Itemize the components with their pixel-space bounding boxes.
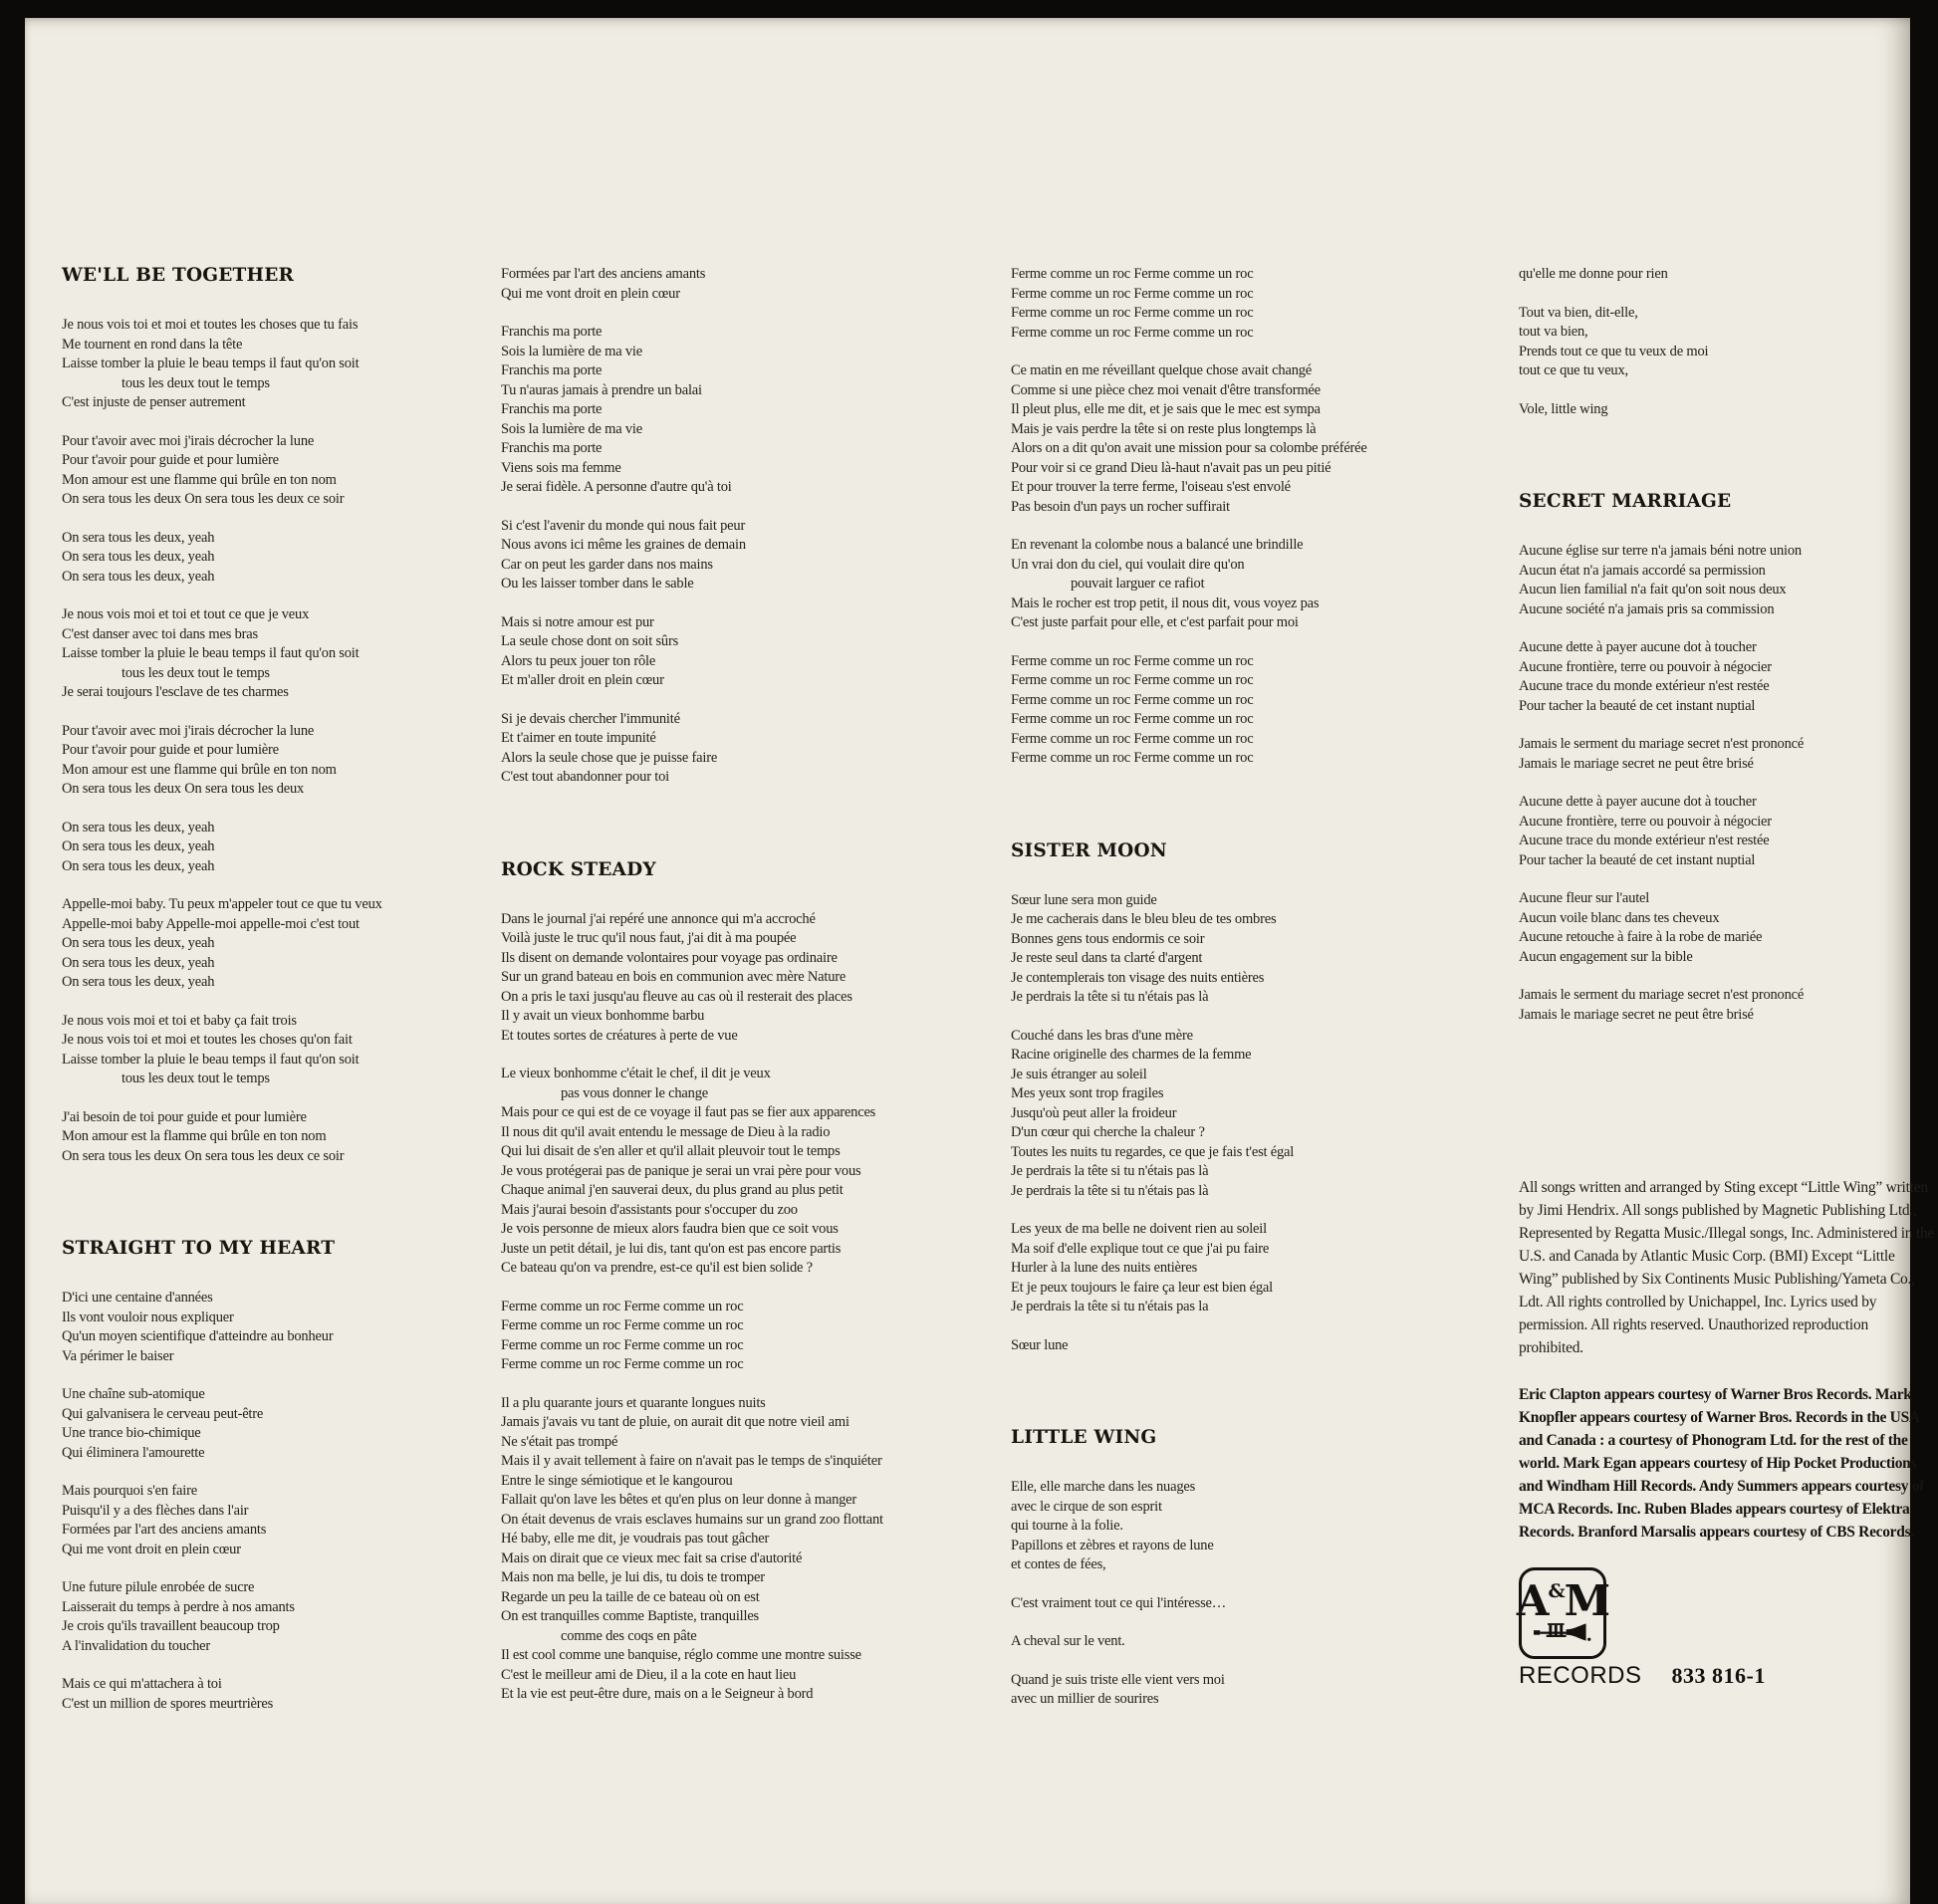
- stanza: [62, 1578, 500, 1656]
- stanza: [1519, 400, 1935, 420]
- lyric-line: Ferme comme un roc Ferme comme un roc: [501, 1317, 744, 1333]
- lyric-line: Je serai toujours l'esclave de tes charmes: [62, 684, 289, 700]
- lyric-line: J'ai besoin de toi pour guide et pour lumière: [62, 1108, 307, 1125]
- lyric-line: Mais pour ce qui est de ce voyage il faut pas se fier aux apparences: [501, 1104, 876, 1120]
- lyric-line: On sera tous les deux, yeah: [62, 529, 215, 546]
- lyric-line: Ferme comme un roc Ferme comme un roc: [1011, 730, 1254, 747]
- lyric-line: Juste un petit détail, je lui dis, tant qu'on est pas encore partis: [501, 1240, 842, 1257]
- lyric-line: qui tourne à la folie.: [1011, 1518, 1123, 1534]
- lyric-line: Sur un grand bateau en bois en communion avec mère Nature: [501, 969, 847, 985]
- stanza: [62, 1385, 500, 1463]
- lyric-line: On sera tous les deux, yeah: [62, 974, 215, 990]
- stanza: [62, 605, 500, 703]
- lyric-line: Si c'est l'avenir du monde qui nous fait peur: [501, 517, 746, 534]
- lyric-line: Qui galvanisera le cerveau peut-être: [62, 1405, 264, 1422]
- lyric-line: Mais non ma belle, je lui dis, tu dois te tromper: [501, 1569, 765, 1585]
- stanza: [1519, 638, 1935, 716]
- lyric-line: Pour t'avoir pour guide et pour lumière: [62, 742, 279, 758]
- lyric-line: tous les deux tout le temps: [121, 664, 270, 681]
- lyric-line: Une chaîne sub-atomique: [62, 1386, 205, 1402]
- lyric-line: Un vrai don du ciel, qui voulait dire qu'on: [1011, 556, 1245, 573]
- lyric-line: Les yeux de ma belle ne doivent rien au soleil: [1011, 1221, 1267, 1237]
- lyric-line: C'est juste parfait pour elle, et c'est parfait pour moi: [1011, 614, 1299, 630]
- lyric-line: Mais on dirait que ce vieux mec fait sa crise d'autorité: [501, 1549, 803, 1566]
- stanza: [1011, 1478, 1514, 1575]
- catalog-number: 833 816-1: [1671, 1663, 1766, 1688]
- stanza: [1519, 265, 1935, 285]
- stanza: [62, 1675, 500, 1714]
- lyric-line: Racine originelle des charmes de la femme: [1011, 1047, 1252, 1063]
- stanza: [1011, 1671, 1514, 1710]
- lyric-line: Je nous vois toi et moi et toutes les choses qu'on fait: [62, 1032, 353, 1048]
- lyric-line: On sera tous les deux, yeah: [62, 954, 215, 971]
- lyric-line: Viens sois ma femme: [501, 459, 621, 476]
- lyric-line: Couché dans les bras d'une mère: [1011, 1027, 1193, 1044]
- stanza: [62, 1289, 500, 1366]
- stanza: [501, 265, 1011, 304]
- lyric-line: Je perdrais la tête si tu n'étais pas là: [1011, 1163, 1209, 1179]
- publishing-credits: All songs written and arranged by Sting except “Little Wing” written by Jimi Hendrix. All songs published by Magnetic Publishing Ltd., Represented by Regatta Music./Illegal songs, Inc. Administered in the U.S. and Canada by Atlantic Music Corp. (BMI) Except “Little Wing” published by Six Continents Music Publishing/Yameta Co., Ldt. All rights controlled by Unichappel, Inc. Lyrics used by permission. All rights reserved. Unauthorized reproduction prohibited.: [1519, 1179, 1935, 1356]
- lyric-line: Franchis ma porte: [501, 362, 603, 378]
- lyric-line: Nous avons ici même les graines de demain: [501, 537, 746, 553]
- lyric-line: C'est un million de spores meurtrières: [62, 1695, 274, 1712]
- lyric-line: Alors on a dit qu'on avait une mission pour sa colombe préférée: [1011, 440, 1367, 456]
- lyric-line: Va périmer le baiser: [62, 1347, 174, 1364]
- lyric-line: Je perdrais la tête si tu n'étais pas là: [1011, 989, 1209, 1005]
- lyric-line: Je nous vois moi et toi et baby ça fait trois: [62, 1012, 297, 1029]
- lyric-line: Jamais le serment du mariage secret n'est prononcé: [1519, 987, 1805, 1003]
- lyric-line: tous les deux tout le temps: [121, 1071, 270, 1086]
- lyric-line: Je nous vois moi et toi et tout ce que je veux: [62, 606, 310, 622]
- stanza: [1011, 361, 1514, 517]
- stanza: [1011, 1027, 1514, 1202]
- ampersand: &: [1548, 1580, 1564, 1602]
- lyric-line: Ferme comme un roc Ferme comme un roc: [501, 1336, 744, 1353]
- stanza: [1519, 542, 1935, 619]
- stanza: [1011, 536, 1514, 633]
- lyric-line: Mon amour est la flamme qui brûle en ton nom: [62, 1128, 327, 1144]
- lyric-line: Je crois qu'ils travaillent beaucoup trop: [62, 1618, 280, 1634]
- lyric-line: Pour voir si ce grand Dieu là-haut n'avait pas un peu pitié: [1011, 459, 1332, 476]
- lyric-line: Aucune trace du monde extérieur n'est restée: [1519, 833, 1770, 848]
- lyric-line: Mes yeux sont trop fragiles: [1011, 1085, 1164, 1101]
- records-wordmark: RECORDS: [1519, 1662, 1642, 1689]
- lyric-line: Ferme comme un roc Ferme comme un roc: [1011, 324, 1254, 341]
- lyric-line: Ferme comme un roc Ferme comme un roc: [1011, 672, 1254, 688]
- lyric-line: Aucun lien familial n'a fait qu'on soit nous deux: [1519, 582, 1787, 597]
- lyric-line: Aucun état n'a jamais accordé sa permission: [1519, 562, 1766, 579]
- lyric-line: Une trance bio-chimique: [62, 1425, 201, 1441]
- stanza: [1519, 793, 1935, 870]
- lyrics-column-3: [1011, 265, 1514, 1729]
- lyric-line: Pour t'avoir avec moi j'irais décrocher la lune: [62, 432, 315, 449]
- stanza: [501, 613, 1011, 691]
- lyric-line: qu'elle me donne pour rien: [1519, 266, 1668, 282]
- lyrics-column-2: [501, 265, 1011, 1724]
- lyric-line: Pour t'avoir avec moi j'irais décrocher la lune: [62, 722, 315, 739]
- lyric-line: Fallait qu'on lave les bêtes et qu'en plus on leur donne à manger: [501, 1492, 857, 1508]
- lyric-line: Sois la lumière de ma vie: [501, 343, 642, 359]
- lyric-line: Aucune fleur sur l'autel: [1519, 890, 1650, 906]
- stanza: [62, 1108, 500, 1167]
- stanza: [1519, 735, 1935, 774]
- lyric-line: C'est vraiment tout ce qui l'intéresse…: [1011, 1594, 1227, 1611]
- lyric-line: D'un cœur qui cherche la chaleur ?: [1011, 1124, 1205, 1140]
- lyric-line: Ferme comme un roc Ferme comme un roc: [1011, 285, 1254, 302]
- lyric-line: Je vois personne de mieux alors faudra bien que ce soit vous: [501, 1221, 839, 1237]
- lyric-line: Quand je suis triste elle vient vers moi: [1011, 1671, 1225, 1688]
- lyric-line: On sera tous les deux, yeah: [62, 838, 215, 854]
- lyric-line: Chaque animal j'en sauverai deux, du plus grand au plus petit: [501, 1182, 844, 1198]
- lyric-line: Je contemplerais ton visage des nuits entières: [1011, 969, 1265, 986]
- lyric-line: Elle, elle marche dans les nuages: [1011, 1479, 1196, 1495]
- lyric-line: Je me cacherais dans le bleu bleu de tes ombres: [1011, 911, 1277, 927]
- lyric-line: Il nous dit qu'il avait entendu le message de Dieu à la radio: [501, 1123, 831, 1140]
- song-title: SECRET MARRIAGE: [1519, 491, 1732, 512]
- lyric-line: Le vieux bonhomme c'était le chef, il dit je veux: [501, 1066, 771, 1081]
- lyric-line: Vole, little wing: [1519, 400, 1608, 417]
- lyric-line: Papillons et zèbres et rayons de lune: [1011, 1537, 1214, 1553]
- lyric-line: Je reste seul dans ta clarté d'argent: [1011, 950, 1203, 966]
- lyric-line: avec un millier de sourires: [1011, 1691, 1159, 1707]
- lyric-line: C'est danser avec toi dans mes bras: [62, 625, 258, 642]
- lyric-line: Ferme comme un roc Ferme comme un roc: [1011, 711, 1254, 727]
- am-records-logo: [1516, 1567, 1609, 1659]
- lyric-line: Me tournent en rond dans la tête: [62, 336, 243, 353]
- lyric-line: C'est injuste de penser autrement: [62, 394, 246, 410]
- stanza: [62, 895, 500, 993]
- lyric-line: Laisse tomber la pluie le beau temps il faut qu'on soit: [62, 356, 360, 371]
- song-title: STRAIGHT TO MY HEART: [62, 1238, 336, 1259]
- lyric-line: A cheval sur le vent.: [1011, 1633, 1125, 1649]
- song-title: ROCK STEADY: [501, 858, 656, 880]
- lyric-line: D'ici une centaine d'années: [62, 1290, 213, 1306]
- lyric-line: Comme si une pièce chez moi venait d'être transformée: [1011, 381, 1321, 398]
- stanza: [62, 819, 500, 877]
- lyric-line: Formées par l'art des anciens amants: [62, 1522, 267, 1538]
- lyric-line: Mais il y avait tellement à faire on n'avait pas le temps de s'inquiéter: [501, 1453, 882, 1469]
- lyric-line: Voilà juste le truc qu'il nous faut, j'ai dit à ma poupée: [501, 930, 797, 946]
- lyric-line: Mon amour est une flamme qui brûle en ton nom: [62, 471, 337, 488]
- lyric-line: Toutes les nuits tu regardes, ce que je fais t'est égal: [1011, 1143, 1295, 1160]
- stanza: [1011, 265, 1514, 343]
- lyric-line: avec le cirque de son esprit: [1011, 1498, 1162, 1515]
- lyric-line: Ils vont vouloir nous expliquer: [62, 1309, 234, 1325]
- lyric-line: Alors tu peux jouer ton rôle: [501, 652, 656, 669]
- lyric-line: Qui me vont droit en plein cœur: [501, 285, 680, 302]
- lyrics-column-4: [1516, 265, 1935, 1690]
- label-name-row: [1519, 1662, 1935, 1690]
- lyric-line: Dans le journal j'ai repéré une annonce qui m'a accroché: [501, 910, 816, 927]
- lyric-line: Car on peut les garder dans nos mains: [501, 556, 713, 573]
- stanza: [62, 316, 500, 413]
- lyric-line: Jamais le mariage secret ne peut être brisé: [1519, 755, 1754, 772]
- stanza: [501, 1298, 1011, 1375]
- lyric-line: Une future pilule enrobée de sucre: [62, 1579, 255, 1595]
- lyric-line: Mais le rocher est trop petit, il nous dit, vous voyez pas: [1011, 595, 1320, 611]
- lyric-line: Il y avait un vieux bonhomme barbu: [501, 1008, 705, 1024]
- credits-section: [1519, 1176, 1935, 1544]
- stanza: [62, 1482, 500, 1559]
- record-label-block: [1516, 1567, 1935, 1690]
- lyric-line: C'est tout abandonner pour toi: [501, 769, 669, 785]
- lyric-line: et contes de fées,: [1011, 1556, 1106, 1572]
- stanza: [1011, 652, 1514, 769]
- stanza: [1011, 1336, 1514, 1356]
- lyric-line: Ferme comme un roc Ferme comme un roc: [1011, 691, 1254, 708]
- lyric-line: pas vous donner le change: [561, 1084, 709, 1101]
- lyric-line: Aucune retouche à faire à la robe de mariée: [1519, 929, 1763, 945]
- lyric-line: Jamais le mariage secret ne peut être brisé: [1519, 1006, 1754, 1023]
- lyric-line: Il a plu quarante jours et quarante longues nuits: [501, 1394, 766, 1411]
- stanza: [1519, 986, 1935, 1025]
- lyric-line: A l'invalidation du toucher: [62, 1637, 211, 1654]
- lyric-line: On sera tous les deux, yeah: [62, 857, 215, 874]
- lyric-line: Qui lui disait de s'en aller et qu'il allait pleuvoir tout le temps: [501, 1143, 841, 1159]
- lyric-line: Mais si notre amour est pur: [501, 613, 654, 630]
- lyric-line: Ne s'était pas trompé: [501, 1433, 618, 1450]
- lyric-line: On a pris le taxi jusqu'au fleuve au cas où il resterait des places: [501, 988, 852, 1005]
- lyric-line: Et la vie est peut-être dure, mais on a le Seigneur à bord: [501, 1686, 814, 1702]
- lyric-line: Ou les laisser tomber dans le sable: [501, 576, 694, 592]
- lyric-line: Je perdrais la tête si tu n'étais pas là: [1011, 1182, 1209, 1199]
- lyric-line: tout ce que tu veux,: [1519, 362, 1628, 378]
- lyric-line: Qu'un moyen scientifique d'atteindre au bonheur: [62, 1328, 334, 1344]
- lyric-line: Je nous vois toi et moi et toutes les choses que tu fais: [62, 317, 359, 333]
- lyric-line: tous les deux tout le temps: [121, 374, 270, 391]
- stanza: [1011, 1594, 1514, 1614]
- lyric-line: Il pleut plus, elle me dit, et je sais que le mec est sympa: [1011, 401, 1321, 417]
- lyric-line: Ferme comme un roc Ferme comme un roc: [1011, 266, 1254, 282]
- lyric-line: Aucune frontière, terre ou pouvoir à négocier: [1519, 813, 1772, 830]
- stanza: [1011, 1632, 1514, 1652]
- lyric-line: tout va bien,: [1519, 324, 1588, 340]
- lyric-line: Qui me vont droit en plein cœur: [62, 1541, 241, 1557]
- stanza: [62, 529, 500, 588]
- lyric-line: Sois la lumière de ma vie: [501, 420, 642, 437]
- lyric-line: Franchis ma porte: [501, 324, 603, 340]
- lyric-line: Jamais j'avais vu tant de pluie, on aurait dit que notre vieil ami: [501, 1414, 849, 1430]
- stanza: [1519, 304, 1935, 381]
- lyric-line: Laisse tomber la pluie le beau temps il faut qu'on soit: [62, 1051, 360, 1068]
- stanza: [1011, 891, 1514, 1008]
- lyric-line: Hurler à la lune des nuits entières: [1011, 1260, 1198, 1276]
- lyric-line: Et pour trouver la terre ferme, l'oiseau s'est envolé: [1011, 479, 1291, 495]
- lyric-line: Mais pourquoi s'en faire: [62, 1483, 197, 1499]
- lyric-line: Ferme comme un roc Ferme comme un roc: [501, 1298, 744, 1314]
- lyric-line: Aucun voile blanc dans tes cheveux: [1519, 909, 1720, 926]
- lyric-line: Hé baby, elle me dit, je voudrais pas tout gâcher: [501, 1531, 770, 1547]
- lyric-line: Aucune trace du monde extérieur n'est restée: [1519, 678, 1770, 694]
- lyric-line: On sera tous les deux, yeah: [62, 568, 215, 585]
- lyric-line: Pas besoin d'un pays un rocher suffirait: [1011, 498, 1230, 515]
- lyric-line: Ce bateau qu'on va prendre, est-ce qu'il est bien solide ?: [501, 1260, 813, 1276]
- stanza: [501, 323, 1011, 498]
- lyric-line: Aucune dette à payer aucune dot à toucher: [1519, 639, 1757, 655]
- stanza: [62, 432, 500, 510]
- stanza: [62, 722, 500, 800]
- lyric-line: Pour tacher la beauté de cet instant nuptial: [1519, 697, 1756, 714]
- lyric-line: Aucune dette à payer aucune dot à toucher: [1519, 794, 1757, 810]
- am-logo-letters: A & M: [1516, 1576, 1609, 1625]
- lyric-line: Puisqu'il y a des flèches dans l'air: [62, 1502, 249, 1519]
- lyric-line: Jamais le serment du mariage secret n'est prononcé: [1519, 736, 1805, 752]
- lyric-line: Alors la seule chose que je puisse faire: [501, 749, 718, 766]
- lyric-line: Ma soif d'elle explique tout ce que j'ai pu faire: [1011, 1240, 1270, 1257]
- lyric-line: Franchis ma porte: [501, 401, 603, 417]
- lyric-line: Prends tout ce que tu veux de moi: [1519, 343, 1709, 359]
- lyric-line: Jusqu'où peut aller la froideur: [1011, 1104, 1177, 1121]
- lyric-line: On est tranquilles comme Baptiste, tranquilles: [501, 1608, 759, 1624]
- lyric-line: Appelle-moi baby Appelle-moi appelle-moi c'est tout: [62, 915, 360, 932]
- stanza: [501, 1065, 1011, 1279]
- lyric-line: Qui éliminera l'amourette: [62, 1444, 205, 1461]
- song-title: LITTLE WING: [1011, 1427, 1157, 1448]
- stanza: [62, 1012, 500, 1089]
- lyric-line: Mon amour est une flamme qui brûle en ton nom: [62, 761, 337, 778]
- lyric-line: Laisserait du temps à perdre à nos amants: [62, 1598, 295, 1615]
- lyric-line: Et t'aimer en toute impunité: [501, 730, 656, 746]
- lyric-line: Sœur lune sera mon guide: [1011, 891, 1157, 908]
- lyric-line: C'est le meilleur ami de Dieu, il a la cote en haut lieu: [501, 1666, 797, 1683]
- lyric-line: On sera tous les deux, yeah: [62, 935, 215, 951]
- lyric-line: Et toutes sortes de créatures à perte de vue: [501, 1027, 738, 1044]
- lyric-line: On sera tous les deux On sera tous les deux: [62, 781, 305, 797]
- lyric-line: Je perdrais la tête si tu n'étais pas la: [1011, 1299, 1209, 1314]
- lyric-line: Je serai fidèle. A personne d'autre qu'à toi: [501, 479, 732, 495]
- lyric-line: Ils disent on demande volontaires pour voyage pas ordinaire: [501, 949, 838, 966]
- lyric-line: Aucune société n'a jamais pris sa commission: [1519, 600, 1775, 617]
- lyric-line: Formées par l'art des anciens amants: [501, 266, 706, 282]
- lyric-line: Aucune église sur terre n'a jamais béni notre union: [1519, 543, 1802, 559]
- lyric-line: Regarde un peu la taille de ce bateau où on est: [501, 1588, 760, 1605]
- lyric-line: Si je devais chercher l'immunité: [501, 710, 680, 727]
- lyric-line: Ce matin en me réveillant quelque chose avait changé: [1011, 362, 1313, 378]
- lyric-line: En revenant la colombe nous a balancé une brindille: [1011, 537, 1304, 553]
- lyric-line: Aucune frontière, terre ou pouvoir à négocier: [1519, 658, 1772, 675]
- stanza: [501, 1394, 1011, 1705]
- stanza: [501, 517, 1011, 595]
- lyric-line: Ferme comme un roc Ferme comme un roc: [1011, 750, 1254, 766]
- song-title: SISTER MOON: [1011, 839, 1167, 861]
- lyric-line: Bonnes gens tous endormis ce soir: [1011, 930, 1205, 947]
- lyric-line: comme des coqs en pâte: [561, 1627, 697, 1644]
- lyric-line: Ferme comme un roc Ferme comme un roc: [501, 1356, 744, 1372]
- lyric-line: Ferme comme un roc Ferme comme un roc: [1011, 652, 1254, 669]
- artist-courtesy-credits: Eric Clapton appears courtesy of Warner Bros Records. Mark Knopfler appears courtesy of Warner Bros. Records in the USA and Canada : a courtesy of Phonogram Ltd. for the rest of the world. Mark Egan appears courtesy of Hip Pocket Productions and Windham Hill Records. Andy Summers appears courtesy of MCA Records. Inc. Ruben Blades appears courtesy of Elektra Records. Branford Marsalis appears courtesy of CBS Records.: [1519, 1386, 1925, 1541]
- lyric-line: Aucun engagement sur la bible: [1519, 948, 1693, 965]
- lyric-line: Tu n'auras jamais à prendre un balai: [501, 381, 702, 398]
- stanza: [1011, 1220, 1514, 1317]
- lyric-line: Franchis ma porte: [501, 440, 603, 456]
- lyric-line: Mais j'aurai besoin d'assistants pour s'occuper du zoo: [501, 1201, 798, 1218]
- lyric-line: On sera tous les deux On sera tous les deux ce soir: [62, 1147, 345, 1164]
- stanza: [501, 910, 1011, 1047]
- lyric-line: Mais je vais perdre la tête si on reste plus longtemps là: [1011, 420, 1317, 437]
- song-title: WE'LL BE TOGETHER: [62, 265, 295, 286]
- lyric-line: On sera tous les deux, yeah: [62, 819, 215, 835]
- lyric-line: Il est cool comme une banquise, réglo comme une montre suisse: [501, 1647, 861, 1663]
- stanza: [1519, 889, 1935, 967]
- lyric-line: Pour tacher la beauté de cet instant nuptial: [1519, 851, 1756, 868]
- lyric-line: Pour t'avoir pour guide et pour lumière: [62, 452, 279, 468]
- lyric-line: Mais ce qui m'attachera à toi: [62, 1676, 222, 1692]
- lyric-line: On sera tous les deux On sera tous les deux ce soir: [62, 491, 345, 507]
- paper-sheet: [25, 18, 1935, 1904]
- lyric-line: pouvait larguer ce rafiot: [1071, 576, 1205, 592]
- lyric-line: Je vous protégerai pas de panique je serai un vrai père pour vous: [501, 1162, 861, 1179]
- lyric-line: On était devenus de vrais esclaves humains sur un grand zoo flottant: [501, 1511, 883, 1528]
- stanza: [501, 710, 1011, 788]
- lyric-line: Appelle-moi baby. Tu peux m'appeler tout ce que tu veux: [62, 896, 382, 912]
- lyric-line: Laisse tomber la pluie le beau temps il faut qu'on soit: [62, 645, 360, 661]
- lyrics-column-1: [62, 265, 500, 1733]
- lyric-line: Et je peux toujours le faire ça leur est bien égal: [1011, 1279, 1273, 1296]
- trumpet-icon: [1534, 1621, 1591, 1643]
- lyric-line: On sera tous les deux, yeah: [62, 549, 215, 565]
- lyric-line: Entre le singe sémiotique et le kangourou: [501, 1472, 733, 1489]
- lyric-line: Tout va bien, dit-elle,: [1519, 304, 1638, 321]
- lyric-line: Sœur lune: [1011, 1336, 1069, 1353]
- lyric-line: La seule chose dont on soit sûrs: [501, 633, 679, 649]
- lyric-line: Ferme comme un roc Ferme comme un roc: [1011, 305, 1254, 321]
- lyric-line: Et m'aller droit en plein cœur: [501, 672, 664, 688]
- lyric-line: Je suis étranger au soleil: [1011, 1066, 1147, 1082]
